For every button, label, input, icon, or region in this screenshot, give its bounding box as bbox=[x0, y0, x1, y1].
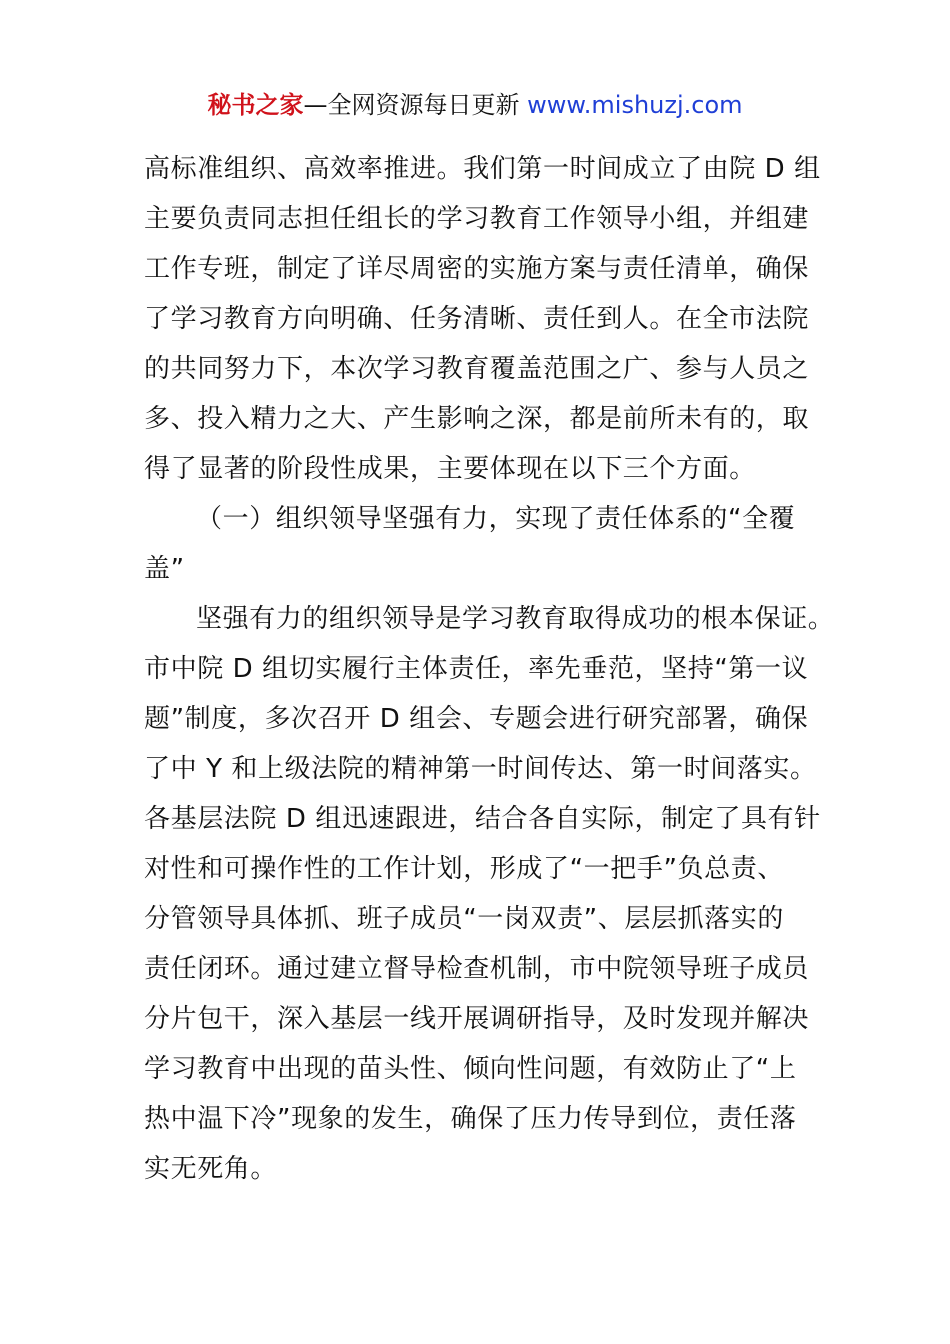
body-line: 工作专班，制定了详尽周密的实施方案与责任清单，确保 bbox=[144, 254, 810, 284]
body-line: 学习教育中出现的苗头性、倾向性问题，有效防止了“上 bbox=[144, 1054, 797, 1084]
body-line: 对性和可操作性的工作计划，形成了“一把手”负总责、 bbox=[144, 854, 784, 884]
paragraph-first-line: 坚强有力的组织领导是学习教育取得成功的根本保证。 bbox=[196, 604, 835, 634]
section-heading-continued: 盖” bbox=[144, 554, 185, 584]
body-line: 各基层法院 D 组迅速跟进，结合各自实际，制定了具有针 bbox=[144, 804, 821, 834]
body-line: 主要负责同志担任组长的学习教育工作领导小组，并组建 bbox=[144, 204, 810, 234]
body-line: 得了显著的阶段性成果，主要体现在以下三个方面。 bbox=[144, 454, 756, 484]
site-header bbox=[0, 88, 950, 122]
body-line: 多、投入精力之大、产生影响之深，都是前所未有的，取 bbox=[144, 404, 810, 434]
site-url-link[interactable]: www.mishuzj.com bbox=[527, 91, 743, 119]
body-line: 热中温下冷”现象的发生，确保了压力传导到位，责任落 bbox=[144, 1104, 797, 1134]
body-line: 分片包干，深入基层一线开展调研指导，及时发现并解决 bbox=[144, 1004, 810, 1034]
body-line: 了中 Y 和上级法院的精神第一时间传达、第一时间落实。 bbox=[144, 754, 817, 784]
section-heading: （一）组织领导坚强有力，实现了责任体系的“全覆 bbox=[196, 504, 796, 534]
body-line: 了学习教育方向明确、任务清晰、责任到人。在全市法院 bbox=[144, 304, 810, 334]
body-line: 题”制度，多次召开 D 组会、专题会进行研究部署，确保 bbox=[144, 704, 809, 734]
body-line: 市中院 D 组切实履行主体责任，率先垂范，坚持“第一议 bbox=[144, 654, 809, 684]
body-line: 高标准组织、高效率推进。我们第一时间成立了由院 D 组 bbox=[144, 154, 821, 184]
body-line: 分管领导具体抓、班子成员“一岗双责”、层层抓落实的 bbox=[144, 904, 784, 934]
site-tagline: —全网资源每日更新 bbox=[303, 91, 528, 119]
document-body bbox=[144, 144, 835, 1194]
body-line: 实无死角。 bbox=[144, 1154, 278, 1184]
body-line: 责任闭环。通过建立督导检查机制，市中院领导班子成员 bbox=[144, 954, 810, 984]
site-brand: 秘书之家 bbox=[207, 91, 304, 119]
body-line: 的共同努力下，本次学习教育覆盖范围之广、参与人员之 bbox=[144, 354, 810, 384]
